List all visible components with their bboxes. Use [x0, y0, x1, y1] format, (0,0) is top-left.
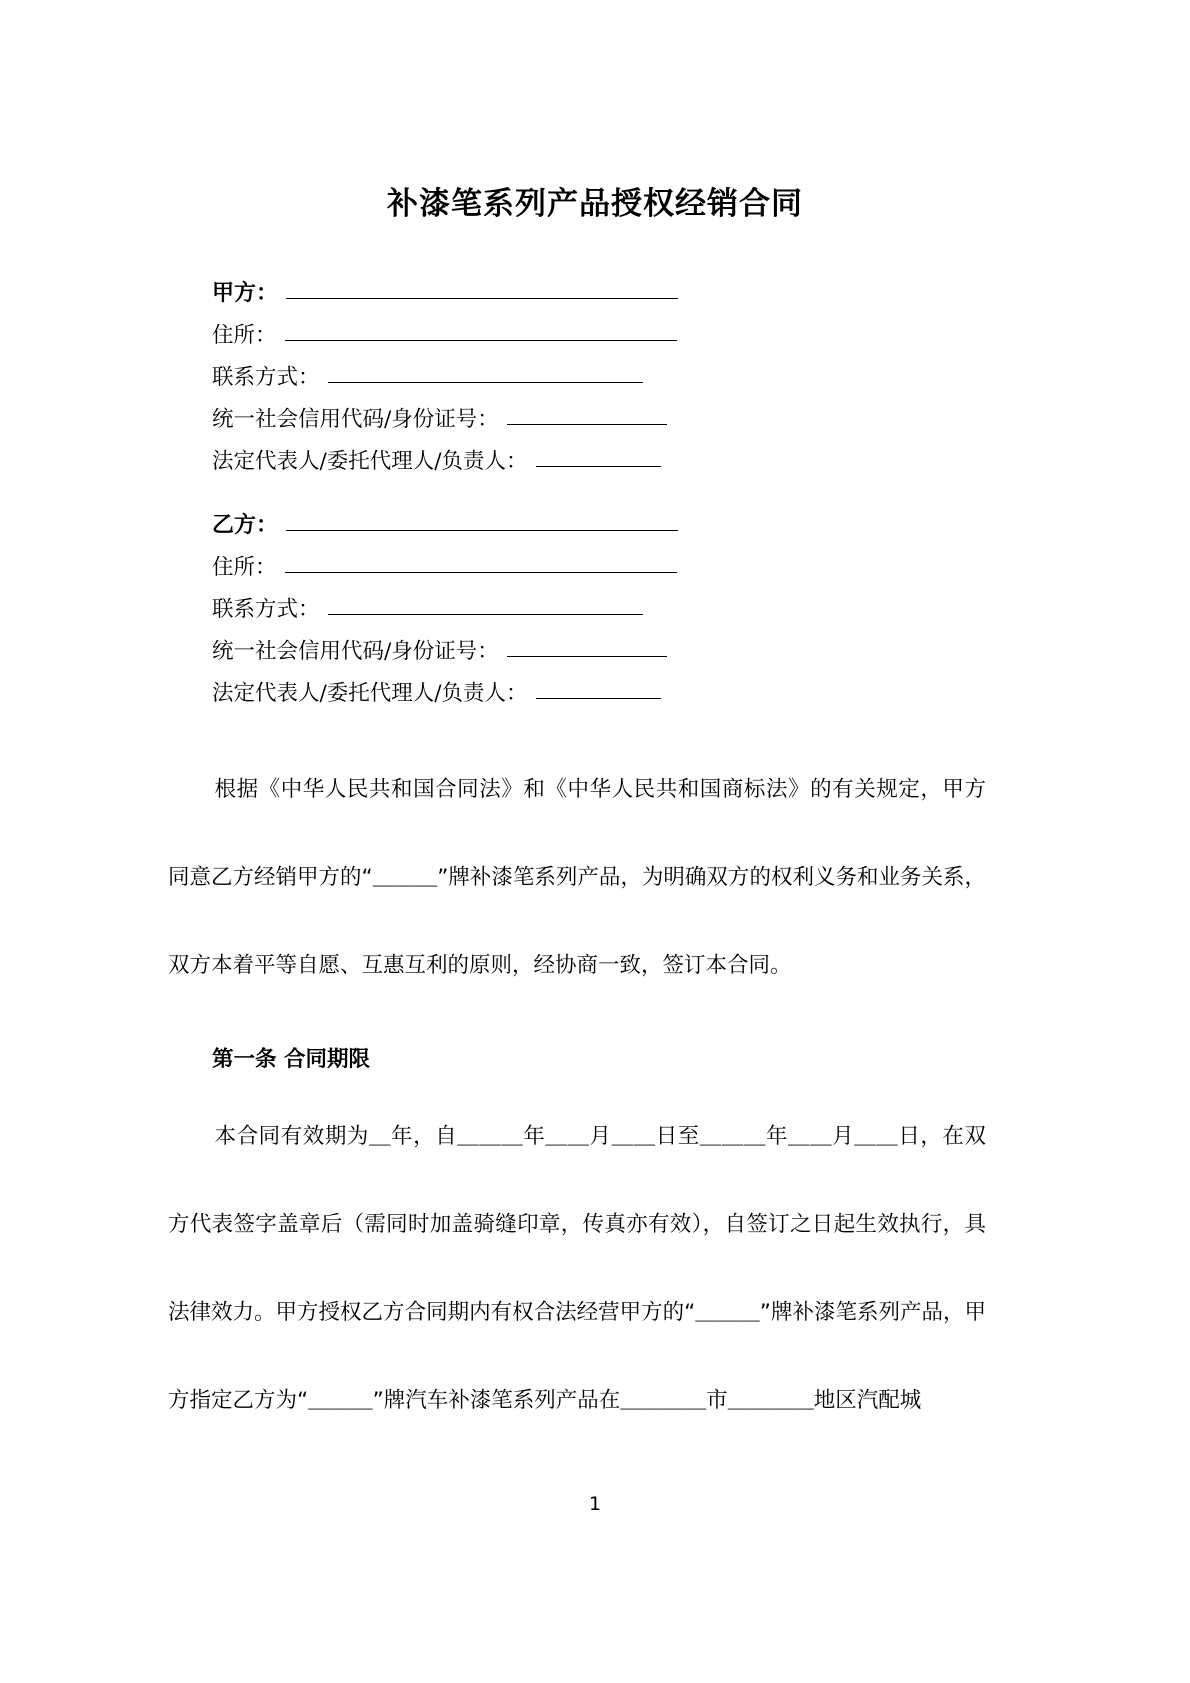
party-b-contact-field[interactable]	[328, 597, 643, 615]
party-a-credit-code-field[interactable]	[507, 407, 667, 425]
clause-1-paragraph-text: 本合同有效期为＿年，自＿＿＿年＿＿月＿＿日至＿＿＿年＿＿月＿＿日，在双方代表签字盖章后（需同时加盖骑缝印章，传真亦有效），自签订之日起生效执行，具法律效力。甲方授权乙方合同期内有权合法经营甲方的“＿＿＿”牌补漆笔系列产品，甲方指定乙方为“＿＿＿”牌汽车补漆笔系列产品在＿＿＿＿市＿＿＿＿地区汽配城	[168, 1124, 986, 1413]
party-b-representative-field[interactable]	[536, 681, 661, 699]
party-b-contact-row	[212, 592, 972, 634]
party-b-address-row	[212, 550, 972, 592]
intro-paragraph-text: 根据《中华人民共和国合同法》和《中华人民共和国商标法》的有关规定，甲方同意乙方经销甲方的“＿＿＿”牌补漆笔系列产品，为明确双方的权利义务和业务关系，双方本着平等自愿、互惠互利的原则，经协商一致，签订本合同。	[168, 777, 986, 978]
party-b-address-label: 住所：	[212, 555, 277, 580]
party-a-contact-label: 联系方式：	[212, 365, 320, 390]
party-b-name-field[interactable]	[286, 513, 678, 531]
party-b-name-row	[212, 508, 972, 550]
page-number: 1	[588, 1493, 602, 1515]
party-a-address-field[interactable]	[285, 323, 677, 341]
party-b-credit-code-row	[212, 634, 972, 676]
party-a-representative-label: 法定代表人/委托代理人/负责人：	[212, 449, 528, 474]
party-b-credit-code-label: 统一社会信用代码/身份证号：	[212, 639, 499, 664]
party-a-representative-field[interactable]	[536, 449, 661, 467]
party-b-credit-code-field[interactable]	[507, 639, 667, 657]
clause-1-heading: 第一条 合同期限	[212, 1047, 370, 1072]
party-a-block	[212, 276, 972, 486]
intro-paragraph	[168, 746, 986, 1010]
party-a-contact-field[interactable]	[328, 365, 643, 383]
clause-1-paragraph	[168, 1093, 986, 1445]
party-b-representative-row	[212, 676, 972, 718]
party-a-credit-code-row	[212, 402, 972, 444]
party-a-name-field[interactable]	[286, 281, 678, 299]
party-b-block	[212, 508, 972, 718]
party-a-contact-row	[212, 360, 972, 402]
party-a-name-label: 甲方：	[212, 281, 279, 306]
party-b-address-field[interactable]	[285, 555, 677, 573]
party-b-contact-label: 联系方式：	[212, 597, 320, 622]
party-a-name-row	[212, 276, 972, 318]
page-title: 补漆笔系列产品授权经销合同	[387, 186, 803, 222]
party-a-address-row	[212, 318, 972, 360]
party-a-representative-row	[212, 444, 972, 486]
party-a-address-label: 住所：	[212, 323, 277, 348]
party-b-name-label: 乙方：	[212, 513, 279, 538]
party-a-credit-code-label: 统一社会信用代码/身份证号：	[212, 407, 499, 432]
party-b-representative-label: 法定代表人/委托代理人/负责人：	[212, 681, 528, 706]
